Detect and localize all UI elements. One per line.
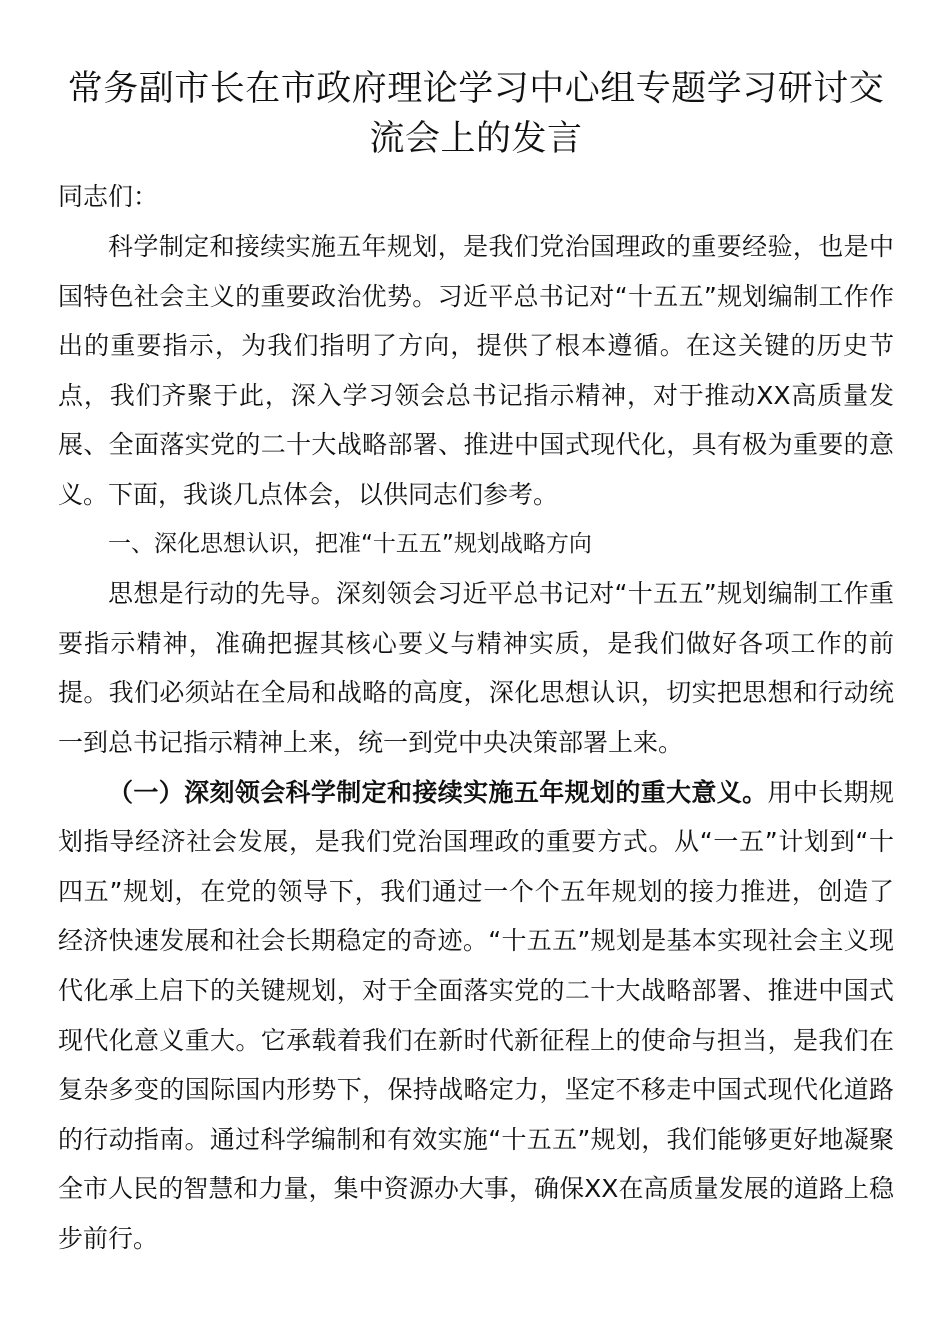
paragraph-intro: 科学制定和接续实施五年规划，是我们党治国理政的重要经验，也是中国特色社会主义的重要政治优势。习近平总书记对“十五五”规划编制工作作出的重要指示，为我们指明了方向，提供了根本遵循。在这关键的历史节点，我们齐聚于此，深入学习领会总书记指示精神，对于推动XX高质量发展、全面落实党的二十大战略部署、推进中国式现代化，具有极为重要的意义。下面，我谈几点体会，以供同志们参考。 xyxy=(58,232,894,509)
section-heading-1: 一、深化思想认识，把准“十五五”规划战略方向 xyxy=(108,530,592,557)
paragraph-subsection-1 xyxy=(58,768,894,1264)
paragraph-section-1: 思想是行动的先导。深刻领会习近平总书记对“十五五”规划编制工作重要指示精神，准确把握其核心要义与精神实质，是我们做好各项工作的前提。我们必须站在全局和战略的高度，深化思想认识，切实把思想和行动统一到总书记指示精神上来，统一到党中央决策部署上来。 xyxy=(58,579,894,757)
subsection-body-1: 用中长期规划指导经济社会发展，是我们党治国理政的重要方式。从“一五”计划到“十四五”规划，在党的领导下，我们通过一个个五年规划的接力推进，创造了经济快速发展和社会长期稳定的奇迹。“十五五”规划是基本实现社会主义现代化承上启下的关键规划，对于全面落实党的二十大战略部署、推进中国式现代化意义重大。它承载着我们在新时代新征程上的使命与担当，是我们在复杂多变的国际国内形势下，保持战略定力，坚定不移走中国式现代化道路的行动指南。通过科学编制和有效实施“十五五”规划，我们能够更好地凝聚全市人民的智慧和力量，集中资源办大事，确保XX在高质量发展的道路上稳步前行。 xyxy=(58,777,894,1253)
subsection-heading-1: （一）深刻领会科学制定和接续实施五年规划的重大意义。 xyxy=(108,777,768,807)
document-title: 常务副市长在市政府理论学习中心组专题学习研讨交流会上的发言 xyxy=(67,69,885,159)
salutation: 同志们： xyxy=(58,182,159,211)
